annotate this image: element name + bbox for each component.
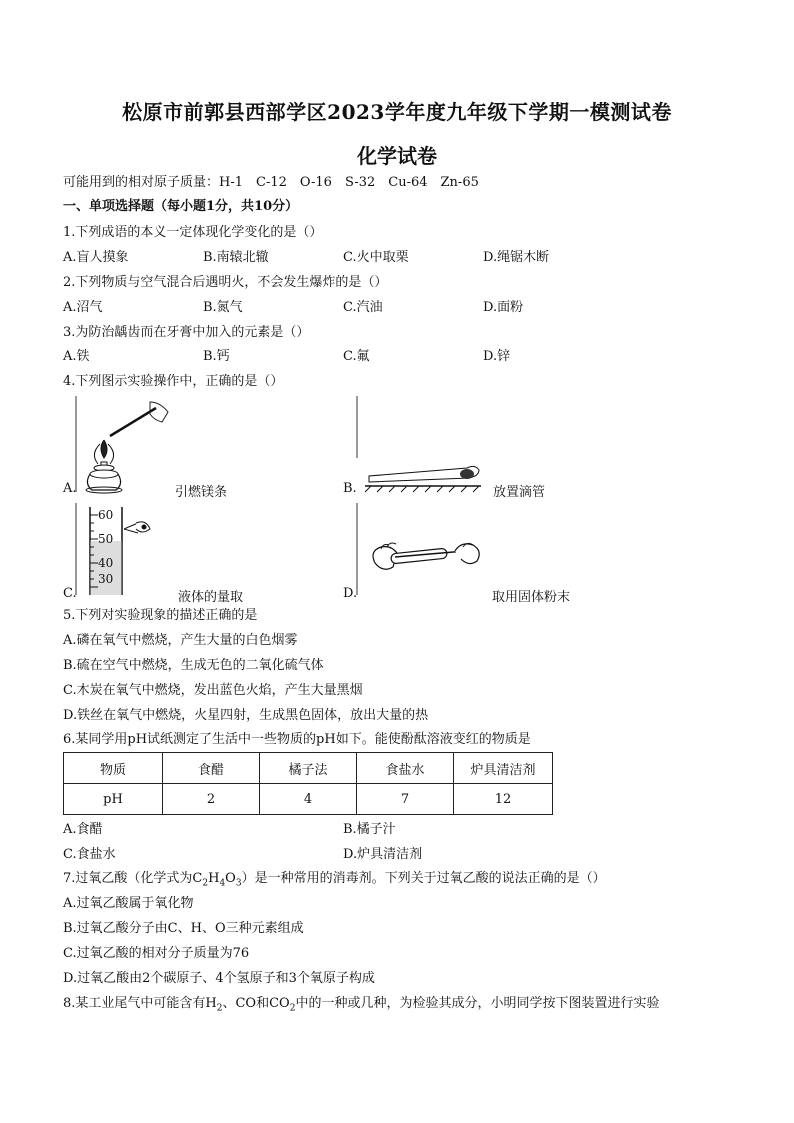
question-4-caption-b: 放置滴管 — [493, 485, 546, 500]
co2-subscript: 2 — [289, 1003, 296, 1014]
question-4-option-b[interactable]: B. — [343, 481, 357, 496]
cylinder-tick-30: 30 — [98, 572, 114, 586]
question-1-option-d[interactable]: D.绳锯木断 — [483, 250, 550, 265]
question-2-option-c[interactable]: C.汽油 — [343, 300, 383, 315]
question-8-stem-part-b: 、CO和CO — [222, 996, 290, 1011]
question-1-stem: 1.下列成语的本义一定体现化学变化的是（） — [63, 225, 323, 240]
question-3-option-a[interactable]: A.铁 — [63, 349, 90, 364]
question-4-caption-c: 液体的量取 — [178, 590, 244, 605]
dropper-on-bench-figure — [355, 396, 485, 494]
question-8-stem — [63, 995, 659, 1018]
question-3-option-c[interactable]: C.氟 — [343, 349, 370, 364]
h2-subscript: 2 — [216, 1003, 223, 1014]
question-7-option-d[interactable]: D.过氧乙酸由2个碳原子、4个氢原子和3个氧原子构成 — [63, 971, 375, 986]
question-2-option-b[interactable]: B.氮气 — [203, 300, 243, 315]
alcohol-lamp-figure — [74, 396, 174, 494]
ph-table-header: 食醋 — [163, 753, 260, 784]
question-4-stem: 4.下列图示实验操作中，正确的是（） — [63, 374, 284, 389]
ph-table-cell: 7 — [357, 784, 454, 815]
powder-transfer-figure — [355, 503, 490, 599]
ph-table-cell: 12 — [454, 784, 553, 815]
cylinder-tick-50: 50 — [98, 532, 114, 546]
ph-table — [63, 752, 553, 815]
question-1-option-b[interactable]: B.南辕北辙 — [203, 250, 269, 265]
question-4-option-d[interactable]: D. — [343, 586, 358, 601]
question-1-option-a[interactable]: A.盲人摸象 — [63, 250, 129, 265]
question-8-stem-part-a: 8.某工业尾气中可能含有H — [63, 996, 217, 1011]
ph-table-value-row — [64, 784, 553, 815]
question-7-option-a[interactable]: A.过氧乙酸属于氧化物 — [63, 896, 194, 911]
formula-c-subscript: 2 — [202, 878, 209, 889]
ph-table-header: 物质 — [64, 753, 163, 784]
question-5-option-c[interactable]: C.木炭在氧气中燃烧，发出蓝色火焰，产生大量黑烟 — [63, 683, 363, 698]
exam-subtitle: 化学试卷 — [357, 144, 437, 168]
question-5-option-b[interactable]: B.硫在空气中燃烧，生成无色的二氧化硫气体 — [63, 658, 324, 673]
question-7-option-c[interactable]: C.过氧乙酸的相对分子质量为76 — [63, 946, 250, 961]
ph-table-header-row — [64, 753, 553, 784]
formula-h-subscript: 4 — [219, 878, 226, 889]
question-6-option-c[interactable]: C.食盐水 — [63, 847, 116, 862]
cylinder-tick-40: 40 — [98, 556, 114, 570]
section-heading: 一、单项选择题（每小题1分，共10分） — [63, 199, 299, 214]
ph-table-cell: 4 — [260, 784, 357, 815]
ph-table-header: 炉具清洁剂 — [454, 753, 553, 784]
ph-table-cell: 2 — [163, 784, 260, 815]
question-1-option-c[interactable]: C.火中取栗 — [343, 250, 409, 265]
question-4-caption-d: 取用固体粉末 — [492, 590, 571, 605]
question-3-option-d[interactable]: D.锌 — [483, 349, 511, 364]
question-7-stem-end: ）是一种常用的消毒剂。下列关于过氧乙酸的说法正确的是（） — [241, 871, 606, 886]
cylinder-tick-60: 60 — [98, 508, 114, 522]
formula-o-subscript: 3 — [235, 878, 242, 889]
question-6-stem: 6.某同学用pH试纸测定了生活中一些物质的pH如下。能使酚酞溶液变红的物质是 — [63, 732, 531, 747]
ph-table-cell: pH — [64, 784, 163, 815]
question-2-option-d[interactable]: D.面粉 — [483, 300, 524, 315]
question-5-option-d[interactable]: D.铁丝在氧气中燃烧，火星四射，生成黑色固体，放出大量的热 — [63, 708, 429, 723]
question-4-caption-a: 引燃镁条 — [175, 485, 228, 500]
question-6-option-d[interactable]: D.炉具清洁剂 — [343, 847, 423, 862]
question-2-option-a[interactable]: A.沼气 — [63, 300, 103, 315]
question-2-stem: 2.下列物质与空气混合后遇明火，不会发生爆炸的是（） — [63, 275, 388, 290]
ph-table-header: 橘子法 — [260, 753, 357, 784]
question-5-stem: 5.下列对实验现象的描述正确的是 — [63, 608, 258, 623]
graduated-cylinder-figure — [74, 503, 164, 599]
question-3-option-b[interactable]: B.钙 — [203, 349, 230, 364]
question-6-option-b[interactable]: B.橘子汁 — [343, 822, 396, 837]
atomic-masses-note: 可能用到的相对原子质量：H-1 C-12 O-16 S-32 Cu-64 Zn-65 — [63, 175, 479, 190]
question-7-option-b[interactable]: B.过氧乙酸分子由C、H、O三种元素组成 — [63, 921, 304, 936]
question-7-stem: 7.过氧乙酸（化学式为$C_2H_4O_3$）是一种常用的消毒剂。下列关于过氧乙酸的说法正确的是（） — [63, 871, 606, 889]
question-5-option-a[interactable]: A.磷在氧气中燃烧，产生大量的白色烟雾 — [63, 633, 298, 648]
question-8-stem-part-c: 中的一种或几种，为检验其成分，小明同学按下图装置进行实验 — [295, 996, 660, 1011]
question-4-option-c[interactable]: C. — [63, 586, 77, 601]
question-3-stem: 3.为防治龋齿而在牙膏中加入的元素是（） — [63, 325, 310, 340]
ph-table-header: 食盐水 — [357, 753, 454, 784]
question-7-stem-start: 7.过氧乙酸（化学式为C — [63, 871, 203, 886]
exam-title: 松原市前郭县西部学区2023学年度九年级下学期一模测试卷 — [122, 100, 672, 124]
question-4-option-a[interactable]: A. — [63, 481, 77, 496]
question-6-option-a[interactable]: A.食醋 — [63, 822, 103, 837]
